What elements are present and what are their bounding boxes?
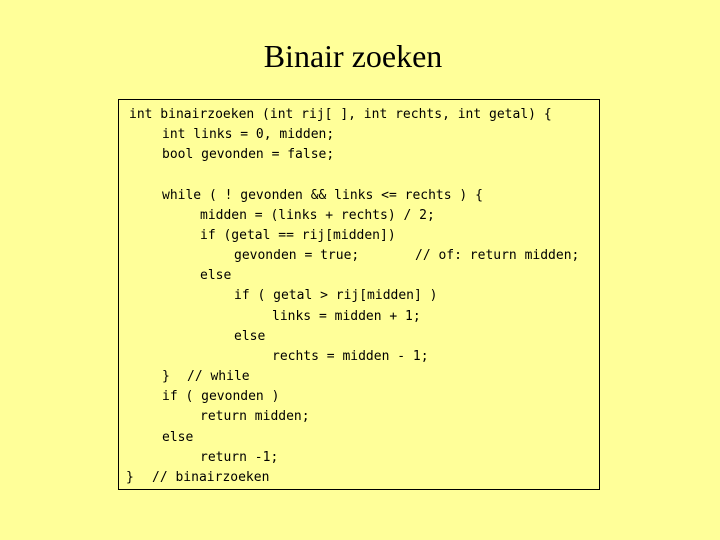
code-line: links = midden + 1;: [272, 309, 421, 324]
code-line: if (getal == rij[midden]): [200, 228, 396, 243]
code-comment: // while: [187, 369, 250, 384]
code-line: else: [200, 268, 232, 283]
code-line: bool gevonden = false;: [162, 147, 335, 162]
code-line: if ( getal > rij[midden] ): [234, 288, 438, 303]
code-line: int binairzoeken (int rij[ ], int rechts, int getal) {: [129, 107, 552, 122]
code-line: midden = (links + rechts) / 2;: [200, 208, 435, 223]
code-line: return -1;: [200, 450, 279, 465]
code-line: }: [162, 369, 170, 384]
code-comment: // of: return midden;: [415, 248, 580, 263]
code-box: [118, 99, 600, 490]
code-line: rechts = midden - 1;: [272, 349, 429, 364]
code-line: }: [126, 470, 134, 485]
code-line: while ( ! gevonden && links <= rechts ) {: [162, 188, 483, 203]
code-line: else: [162, 430, 194, 445]
slide-title: Binair zoeken: [263, 38, 443, 74]
code-line: gevonden = true;: [234, 248, 360, 263]
code-line: else: [234, 329, 266, 344]
code-comment: // binairzoeken: [152, 470, 270, 485]
code-line: if ( gevonden ): [162, 389, 280, 404]
code-line: return midden;: [200, 409, 310, 424]
code-line: int links = 0, midden;: [162, 127, 335, 142]
